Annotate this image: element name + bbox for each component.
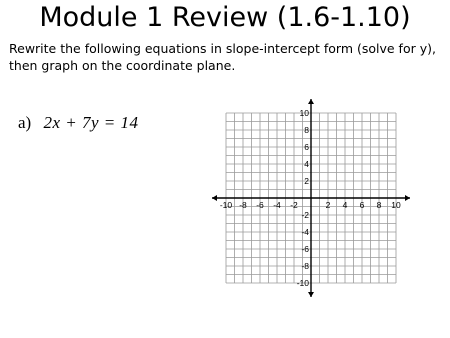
y-tick-label: -8	[301, 261, 309, 271]
y-tick-label: -10	[296, 278, 309, 288]
x-tick-label: -6	[256, 200, 264, 210]
slide-title: Module 1 Review (1.6-1.10)	[39, 2, 411, 33]
x-tick-label: 8	[376, 200, 382, 210]
y-axis-arrow-down	[308, 292, 314, 297]
y-tick-label: -4	[301, 227, 309, 237]
x-tick-label: 2	[325, 200, 331, 210]
y-tick-label: 4	[304, 159, 309, 169]
instructions-line-2: then graph on the coordinate plane.	[9, 58, 236, 73]
y-tick-label: 2	[304, 176, 309, 186]
y-tick-label: 10	[299, 108, 309, 118]
problem-equation: 2x + 7y = 14	[43, 113, 139, 132]
x-tick-label: 6	[359, 200, 365, 210]
y-axis-arrow-up	[308, 99, 314, 104]
axes	[212, 99, 410, 297]
y-tick-label: -6	[301, 244, 309, 254]
problem-label: a)	[18, 113, 32, 132]
x-tick-label: -10	[219, 200, 233, 210]
x-tick-label: 4	[342, 200, 348, 210]
x-tick-label: -2	[290, 200, 298, 210]
x-tick-label: -4	[273, 200, 281, 210]
y-tick-label: -2	[301, 210, 309, 220]
y-tick-label: 6	[304, 142, 309, 152]
x-axis-arrow-left	[212, 195, 217, 201]
y-tick-label: 8	[304, 125, 309, 135]
x-tick-label: -8	[239, 200, 247, 210]
x-tick-label: 10	[391, 200, 401, 210]
x-axis-arrow-right	[405, 195, 410, 201]
instructions-line-1: Rewrite the following equations in slope-intercept form (solve for y),	[9, 41, 436, 56]
